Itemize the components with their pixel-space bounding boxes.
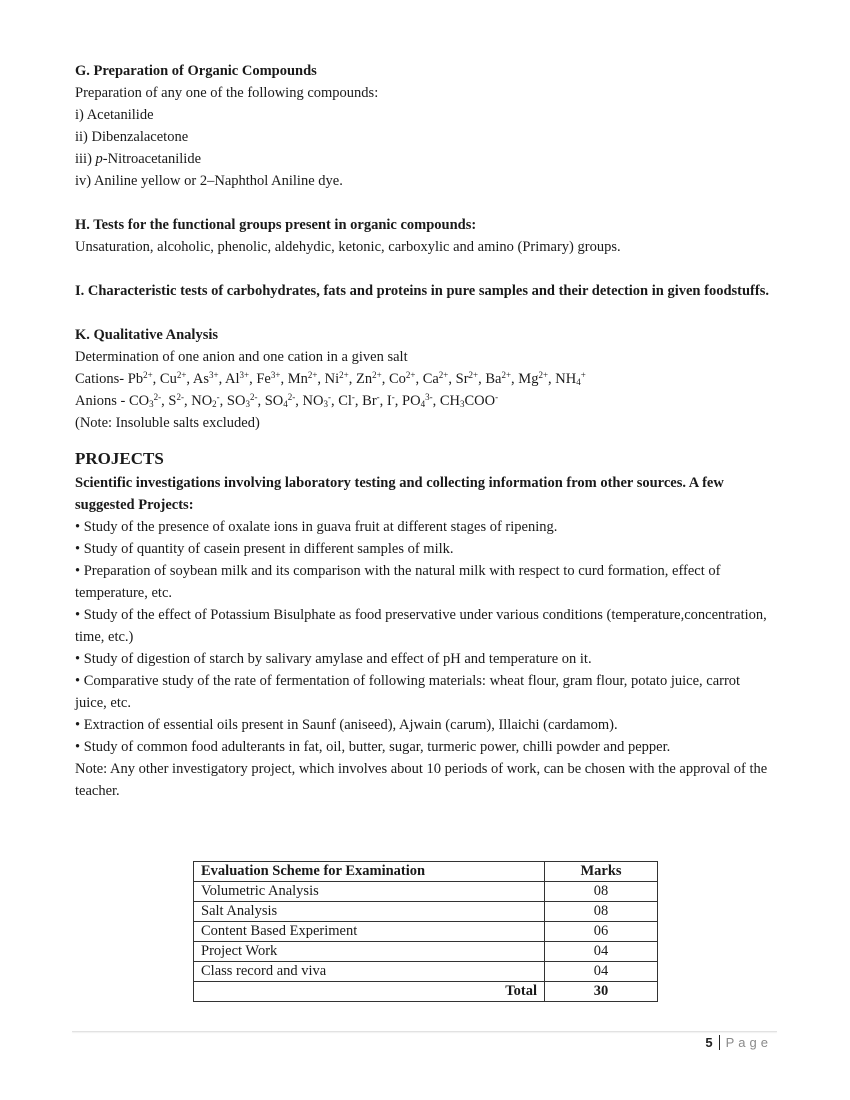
ion: $NO_3^-$ <box>302 392 331 409</box>
ion: $Mn^{2+}$ <box>287 370 318 387</box>
table-row <box>194 942 658 962</box>
anions-label: Anions - <box>75 393 129 409</box>
ion: $Fe^{3+}$ <box>256 370 281 387</box>
table-row <box>194 882 658 902</box>
table-total-row <box>194 982 658 1002</box>
row-label: Salt Analysis <box>194 902 545 922</box>
total-value: 30 <box>545 982 658 1002</box>
row-marks: 08 <box>545 902 658 922</box>
item-text: Acetanilide <box>86 107 154 123</box>
list-item <box>75 126 775 148</box>
section-h-heading: H. Tests for the functional groups present in organic compounds: <box>75 217 477 233</box>
row-marks: 04 <box>545 942 658 962</box>
section-g-heading: G. Preparation of Organic Compounds <box>75 63 317 79</box>
total-label: Total <box>194 982 545 1002</box>
table-row <box>194 962 658 982</box>
ion: $As^{3+}$ <box>192 370 219 387</box>
row-marks: 04 <box>545 962 658 982</box>
section-k-note: (Note: Insoluble salts excluded) <box>75 415 260 431</box>
row-marks: 06 <box>545 922 658 942</box>
section-g-intro: Preparation of any one of the following compounds: <box>75 85 379 101</box>
projects-list <box>75 516 775 758</box>
ion: $Sr^{2+}$ <box>455 370 479 387</box>
ion: $SO_4^{2-}$ <box>264 392 296 409</box>
row-label: Content Based Experiment <box>194 922 545 942</box>
ion: $NH_4^+$ <box>555 370 586 387</box>
row-label: Class record and viva <box>194 962 545 982</box>
header-marks: Marks <box>545 862 658 882</box>
list-item: • Extraction of essential oils present in Saunf (aniseed), Ajwain (carum), Illaichi (cardamom). <box>75 717 618 733</box>
ion: $NO_2^-$ <box>191 392 220 409</box>
ion: $Ni^{2+}$ <box>324 370 349 387</box>
ion: $Al^{3+}$ <box>225 370 250 387</box>
evaluation-table-container <box>193 861 658 1002</box>
anions-line <box>75 390 775 412</box>
section-k-heading: K. Qualitative Analysis <box>75 327 219 343</box>
ion: $Ca^{2+}$ <box>422 370 449 387</box>
footer-separator <box>719 1035 720 1050</box>
ion: Br- <box>362 392 380 409</box>
section-g-list <box>75 104 775 192</box>
list-item: • Comparative study of the rate of fermentation of following materials: wheat flour, gram flour, potato juice, carrot juice, etc. <box>75 673 741 711</box>
list-item <box>75 104 775 126</box>
page-label: Page <box>725 1035 772 1050</box>
item-text: Dibenzalacetone <box>91 129 189 145</box>
table-row <box>194 902 658 922</box>
projects-note: Note: Any other investigatory project, which involves about 10 periods of work, can be chosen with the approval of the teacher. <box>75 761 768 799</box>
cations-list: $Pb^{2+}$, $Cu^{2+}$, $As^{3+}$, $Al^{3+}$, $Fe^{3+}$, $Mn^{2+}$, $Ni^{2+}$, $Zn^{2+}$, $Co^{2+}$, $Ca^{2+}$, $Sr^{2+}$, $Ba^{2+}$, $Mg^{2+}$, $NH_4^+$ <box>127 370 586 387</box>
ion: $Co^{2+}$ <box>388 370 416 387</box>
ion: $Zn^{2+}$ <box>356 370 382 387</box>
ion: $CO_3^{2-}$ <box>128 392 162 409</box>
ion: I- <box>386 392 395 409</box>
list-item: • Study of the effect of Potassium Bisulphate as food preservative under various conditions (temperature,concentration, time, etc.) <box>75 607 767 645</box>
item-italic: p <box>95 151 103 167</box>
page-number: 5 <box>705 1035 713 1050</box>
list-item: • Study of the presence of oxalate ions in guava fruit at different stages of ripening. <box>75 519 558 535</box>
table-header-row <box>194 862 658 882</box>
list-item: • Study of common food adulterants in fat, oil, butter, sugar, turmeric power, chilli powder and pepper. <box>75 739 671 755</box>
cations-line <box>75 368 775 390</box>
item-prefix: iv) <box>75 173 94 189</box>
projects-title: PROJECTS <box>75 449 164 468</box>
table-row <box>194 922 658 942</box>
item-prefix: iii) <box>75 151 96 167</box>
item-text: -Nitroacetanilide <box>102 151 202 167</box>
ion: $SO_3^{2-}$ <box>226 392 258 409</box>
list-item <box>75 148 775 170</box>
cations-label: Cations- <box>75 371 128 387</box>
item-prefix: ii) <box>75 129 92 145</box>
list-item <box>75 170 775 192</box>
ion: $Pb^{2+}$ <box>127 370 153 387</box>
row-label: Volumetric Analysis <box>194 882 545 902</box>
row-label: Project Work <box>194 942 545 962</box>
ion: $S^{2-}$ <box>168 392 184 409</box>
row-marks: 08 <box>545 882 658 902</box>
projects-intro: Scientific investigations involving laboratory testing and collecting information from other sources. A few suggested Projects: <box>75 475 724 513</box>
ion: $PO_4^{3-}$ <box>402 392 433 409</box>
section-k-intro: Determination of one anion and one cation in a given salt <box>75 349 408 365</box>
ion: $Mg^{2+}$ <box>518 370 549 387</box>
header-scheme: Evaluation Scheme for Examination <box>194 862 545 882</box>
anions-list: $CO_3^{2-}$, $S^{2-}$, $NO_2^-$, $SO_3^{2-}$, $SO_4^{2-}$, $NO_3^-$, Cl-, Br-, I-, $PO_4^{3-}$, $CH_3COO^-$ <box>128 392 499 409</box>
ion: $Cu^{2+}$ <box>159 370 187 387</box>
document-page <box>75 60 775 802</box>
list-item: • Study of quantity of casein present in different samples of milk. <box>75 541 454 557</box>
ion: $Ba^{2+}$ <box>485 370 512 387</box>
list-item: • Study of digestion of starch by salivary amylase and effect of pH and temperature on it. <box>75 651 592 667</box>
ion: Cl- <box>338 392 355 409</box>
ion: $CH_3COO^-$ <box>439 392 499 409</box>
section-h-body: Unsaturation, alcoholic, phenolic, aldehydic, ketonic, carboxylic and amino (Primary) groups. <box>75 239 621 255</box>
list-item: • Preparation of soybean milk and its comparison with the natural milk with respect to curd formation, effect of temperature, etc. <box>75 563 721 601</box>
footer-divider <box>72 1031 777 1032</box>
evaluation-table <box>193 861 658 1002</box>
item-text: Aniline yellow or 2–Naphthol Aniline dye. <box>93 173 343 189</box>
item-prefix: i) <box>75 107 87 123</box>
page-footer <box>705 1035 772 1050</box>
section-i-heading: I. Characteristic tests of carbohydrates, fats and proteins in pure samples and their detection in given foodstuffs. <box>75 283 769 299</box>
